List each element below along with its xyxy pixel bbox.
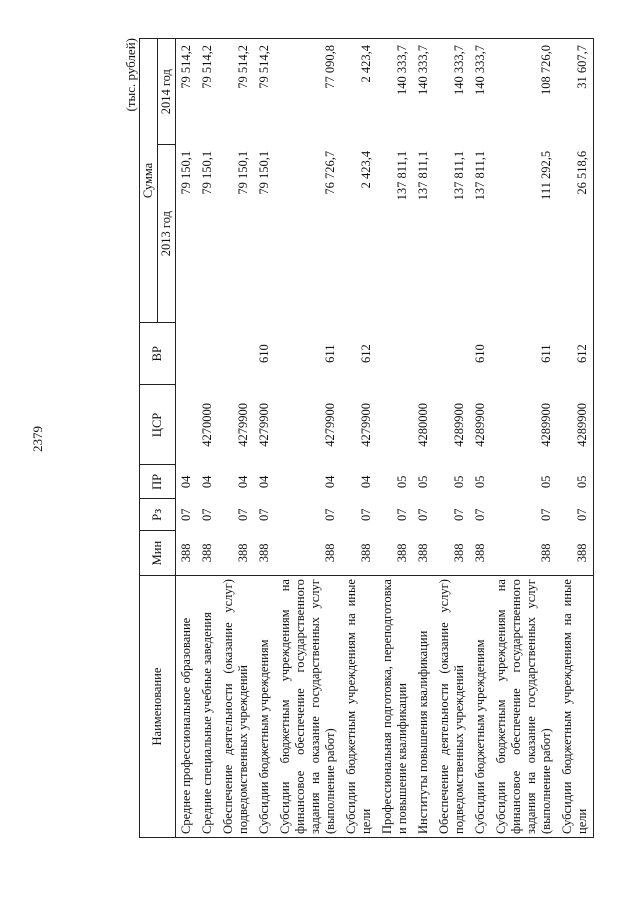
row-rz: 07 <box>179 508 193 521</box>
row-name: Субсидии бюджетным учреждениям на финансовое обеспечение государственного задания на оказание государственных услуг (выполнение работ) <box>275 576 341 838</box>
row-vr <box>197 322 218 384</box>
table-row <box>275 39 341 838</box>
row-pr: 04 <box>359 475 373 489</box>
row-rz: 07 <box>257 508 271 521</box>
row-pr: 05 <box>539 475 553 489</box>
row-csr: 4279900 <box>236 403 250 447</box>
row-2014: 79 514,2 <box>254 39 275 145</box>
header-vr: ВР <box>140 322 176 384</box>
row-pr: 04 <box>179 475 193 489</box>
header-pr: ПР <box>140 465 176 499</box>
row-pr: 05 <box>452 475 466 489</box>
row-2014: 140 333,7 <box>377 39 413 145</box>
row-min: 388 <box>236 543 250 563</box>
table-row <box>377 39 413 838</box>
row-2013: 79 150,1 <box>236 150 250 195</box>
row-rz: 07 <box>236 508 250 521</box>
row-min: 388 <box>539 543 553 563</box>
row-name: Среднее профессиональное образование <box>176 576 198 838</box>
row-name: Субсидии бюджетным учреждениям <box>470 576 491 838</box>
row-2013: 26 518,6 <box>557 145 594 323</box>
row-csr: 4280000 <box>416 403 430 447</box>
row-vr <box>218 322 254 384</box>
row-min: 388 <box>323 543 337 563</box>
header-2014: 2014 год <box>158 39 176 145</box>
row-rz: 07 <box>539 508 553 521</box>
row-csr <box>377 385 413 465</box>
row-pr: 04 <box>323 475 337 489</box>
row-pr: 05 <box>416 475 430 489</box>
row-min: 388 <box>200 543 214 563</box>
table-row <box>470 39 491 838</box>
row-csr: 4289900 <box>473 403 487 447</box>
row-min: 388 <box>395 543 409 563</box>
header-csr: ЦСР <box>140 385 176 465</box>
row-min: 388 <box>257 543 271 563</box>
row-name: Обеспечение деятельности (оказание услуг) подведомственных учреждений <box>434 576 470 838</box>
table-body <box>176 39 594 838</box>
row-rz: 07 <box>323 508 337 521</box>
row-2014: 79 514,2 <box>176 39 198 145</box>
row-2013: 137 811,1 <box>416 150 430 201</box>
row-rz: 07 <box>359 508 373 521</box>
budget-table <box>139 38 594 838</box>
row-2013: 79 150,1 <box>200 150 214 195</box>
table-row <box>254 39 275 838</box>
table-row <box>557 39 594 838</box>
row-pr: 05 <box>473 475 487 489</box>
row-csr: 4289900 <box>557 385 594 465</box>
row-2013: 79 150,1 <box>257 150 271 195</box>
row-vr <box>413 322 434 384</box>
row-name: Обеспечение деятельности (оказание услуг) подведомственных учреждений <box>218 576 254 838</box>
row-rz: 07 <box>557 499 594 531</box>
header-rz: Рз <box>140 499 176 531</box>
row-min: 388 <box>416 543 430 563</box>
row-csr <box>176 385 198 465</box>
header-2013: 2013 год <box>158 145 176 323</box>
row-name: Профессиональная подготовка, переподготовка и повышение квалификации <box>377 576 413 838</box>
row-csr: 4279900 <box>323 403 337 447</box>
row-2014: 2 423,4 <box>341 39 377 145</box>
row-2013: 2 423,4 <box>359 150 373 189</box>
row-2013: 137 811,1 <box>452 150 466 201</box>
table-row <box>197 39 218 838</box>
row-min: 388 <box>557 531 594 576</box>
row-rz: 07 <box>416 508 430 521</box>
row-pr: 04 <box>236 475 250 489</box>
table-row <box>218 39 254 838</box>
header-min: Мин <box>140 531 176 576</box>
row-pr: 04 <box>257 475 271 489</box>
header-sum: Сумма <box>140 39 158 323</box>
row-name: Институты повышения квалификации <box>413 576 434 838</box>
row-csr: 4289900 <box>452 403 466 447</box>
table-row <box>341 39 377 838</box>
row-min: 388 <box>452 543 466 563</box>
row-2014: 77 090,8 <box>275 39 341 145</box>
table-row <box>434 39 470 838</box>
row-min: 388 <box>473 543 487 563</box>
row-rz: 07 <box>200 508 214 521</box>
row-vr <box>434 322 470 384</box>
row-vr: 612 <box>359 344 373 364</box>
row-vr: 611 <box>323 344 337 363</box>
row-name: Субсидии бюджетным учреждениям на иные цели <box>341 576 377 838</box>
row-pr: 05 <box>557 465 594 499</box>
table-row <box>176 39 198 838</box>
row-name: Субсидии бюджетным учреждениям <box>254 576 275 838</box>
row-csr: 4279900 <box>257 403 271 447</box>
row-pr: 05 <box>395 475 409 489</box>
row-rz: 07 <box>395 508 409 521</box>
row-csr: 4279900 <box>359 403 373 447</box>
row-vr: 612 <box>557 322 594 384</box>
row-2014: 108 726,0 <box>491 39 557 145</box>
row-2014: 140 333,7 <box>470 39 491 145</box>
row-name: Субсидии бюджетным учреждениям на иные цели <box>557 576 594 838</box>
table-row <box>491 39 557 838</box>
row-vr: 610 <box>473 344 487 364</box>
row-csr: 4270000 <box>200 403 214 447</box>
row-rz: 07 <box>452 508 466 521</box>
row-vr <box>176 322 198 384</box>
unit-note: (тыс. рублей) <box>123 38 138 112</box>
row-min: 388 <box>179 543 193 563</box>
row-vr <box>377 322 413 384</box>
row-name: Средние специальные учебные заведения <box>197 576 218 838</box>
rotated-table-page <box>115 38 640 838</box>
row-2013: 79 150,1 <box>179 150 193 195</box>
table-row <box>413 39 434 838</box>
row-name: Субсидии бюджетным учреждениям на финансовое обеспечение государственного задания на оказание государственных услуг (выполнение работ) <box>491 576 557 838</box>
row-2014: 79 514,2 <box>218 39 254 145</box>
row-csr: 4289900 <box>539 403 553 447</box>
row-2014: 140 333,7 <box>413 39 434 145</box>
row-pr: 04 <box>200 475 214 489</box>
row-2013: 111 292,5 <box>539 150 553 200</box>
row-2014: 140 333,7 <box>434 39 470 145</box>
row-2014: 79 514,2 <box>197 39 218 145</box>
row-2013: 137 811,1 <box>395 150 409 201</box>
row-2013: 137 811,1 <box>473 150 487 201</box>
row-vr: 610 <box>257 344 271 364</box>
header-row <box>140 39 158 838</box>
row-vr: 611 <box>539 344 553 363</box>
page-number: 2379 <box>30 426 45 452</box>
row-rz: 07 <box>473 508 487 521</box>
header-name: Наименование <box>140 576 176 838</box>
row-2014: 31 607,7 <box>557 39 594 145</box>
row-min: 388 <box>359 543 373 563</box>
row-2013: 76 726,7 <box>323 150 337 195</box>
